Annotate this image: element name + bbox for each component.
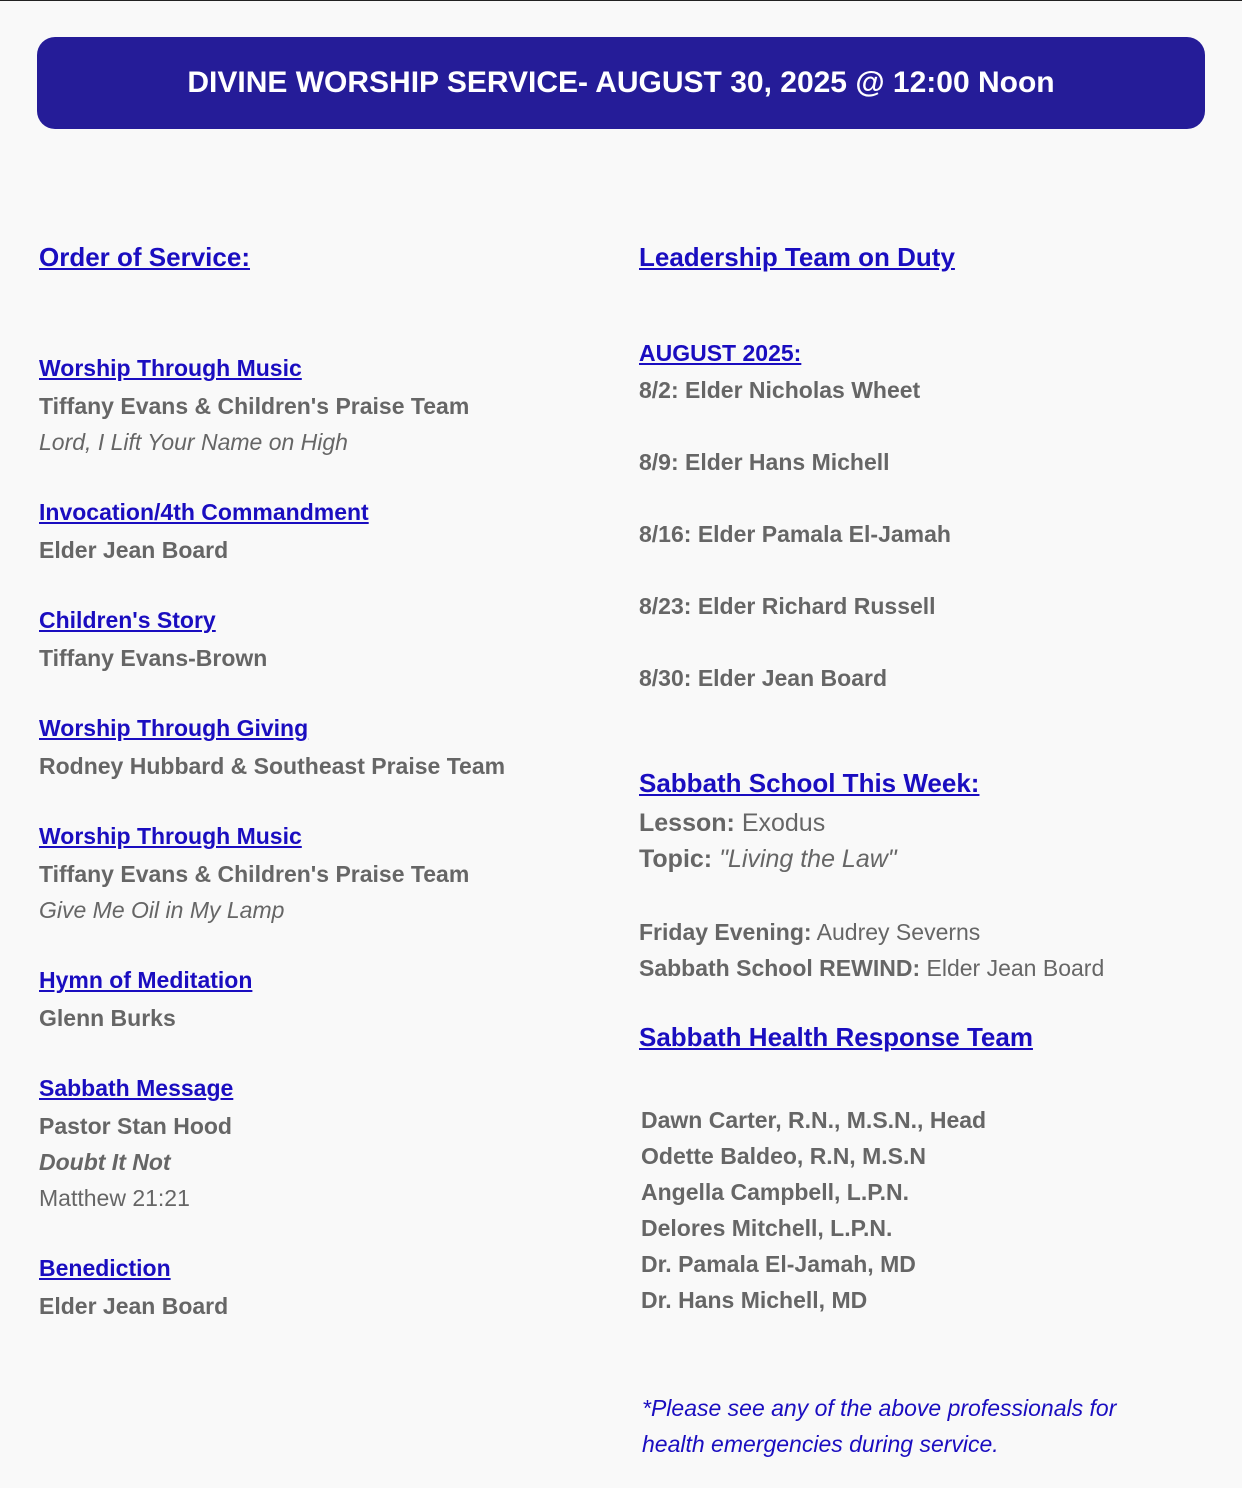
leadership-entry: 8/23: Elder Richard Russell: [639, 593, 936, 619]
friday-label: Friday Evening:: [639, 919, 812, 945]
service-item-title[interactable]: Benediction: [39, 1255, 171, 1281]
topic-value: "Living the Law": [719, 845, 897, 873]
service-item-title[interactable]: Invocation/4th Commandment: [39, 499, 369, 525]
service-item-person: Elder Jean Board: [39, 1293, 229, 1319]
health-note: *Please see any of the above professionals for health emergencies during service.: [642, 1395, 1117, 1457]
health-team-member: Delores Mitchell, L.P.N.: [641, 1215, 893, 1241]
page-title: DIVINE WORSHIP SERVICE- AUGUST 30, 2025 @ 12:00 Noon: [187, 66, 1055, 99]
friday-evening-line: [639, 914, 980, 950]
leadership-entry: 8/30: Elder Jean Board: [639, 665, 887, 691]
health-team-member: Dr. Hans Michell, MD: [641, 1287, 868, 1313]
topic-line: [639, 841, 897, 877]
service-item-title[interactable]: Sabbath Message: [39, 1075, 234, 1101]
service-item-title[interactable]: Hymn of Meditation: [39, 967, 253, 993]
service-item-song: Lord, I Lift Your Name on High: [39, 429, 348, 455]
leadership-entry: 8/2: Elder Nicholas Wheet: [639, 377, 921, 403]
lesson-line: [639, 805, 825, 841]
sermon-title: Doubt It Not: [39, 1149, 171, 1175]
service-item-person: Elder Jean Board: [39, 537, 229, 563]
service-item-person: Tiffany Evans-Brown: [39, 645, 268, 671]
health-team-heading[interactable]: Sabbath Health Response Team: [639, 1022, 1033, 1052]
service-item-person: Tiffany Evans & Children's Praise Team: [39, 393, 470, 419]
rewind-label: Sabbath School REWIND:: [639, 955, 921, 981]
service-item-title[interactable]: Worship Through Giving: [39, 715, 309, 741]
service-item-song: Give Me Oil in My Lamp: [39, 897, 285, 923]
order-of-service-heading[interactable]: Order of Service:: [39, 242, 250, 272]
service-item-person: Pastor Stan Hood: [39, 1113, 232, 1139]
sabbath-school-heading[interactable]: Sabbath School This Week:: [639, 768, 980, 798]
page-banner: [37, 37, 1205, 129]
friday-value: Audrey Severns: [816, 919, 981, 945]
topic-label: Topic:: [639, 845, 713, 873]
lesson-label: Lesson:: [639, 809, 735, 837]
leadership-entry: 8/9: Elder Hans Michell: [639, 449, 890, 475]
service-item-title[interactable]: Worship Through Music: [39, 823, 302, 849]
rewind-line: [639, 950, 1104, 986]
health-team-member: Dawn Carter, R.N., M.S.N., Head: [641, 1107, 987, 1133]
service-item-person: Tiffany Evans & Children's Praise Team: [39, 861, 470, 887]
leadership-heading[interactable]: Leadership Team on Duty: [639, 242, 955, 272]
service-item-person: Glenn Burks: [39, 1005, 176, 1031]
leadership-entry: 8/16: Elder Pamala El-Jamah: [639, 521, 951, 547]
rewind-value: Elder Jean Board: [926, 955, 1105, 981]
health-team-member: Odette Baldeo, R.N, M.S.N: [641, 1143, 926, 1169]
service-item-person: Rodney Hubbard & Southeast Praise Team: [39, 753, 506, 779]
health-team-member: Angella Campbell, L.P.N.: [641, 1179, 909, 1205]
leadership-month-label[interactable]: AUGUST 2025:: [639, 340, 802, 366]
service-item-title[interactable]: Children's Story: [39, 607, 216, 633]
service-item-title[interactable]: Worship Through Music: [39, 355, 302, 381]
health-team-member: Dr. Pamala El-Jamah, MD: [641, 1251, 916, 1277]
sermon-scripture: Matthew 21:21: [39, 1185, 190, 1211]
lesson-value: Exodus: [741, 809, 826, 837]
